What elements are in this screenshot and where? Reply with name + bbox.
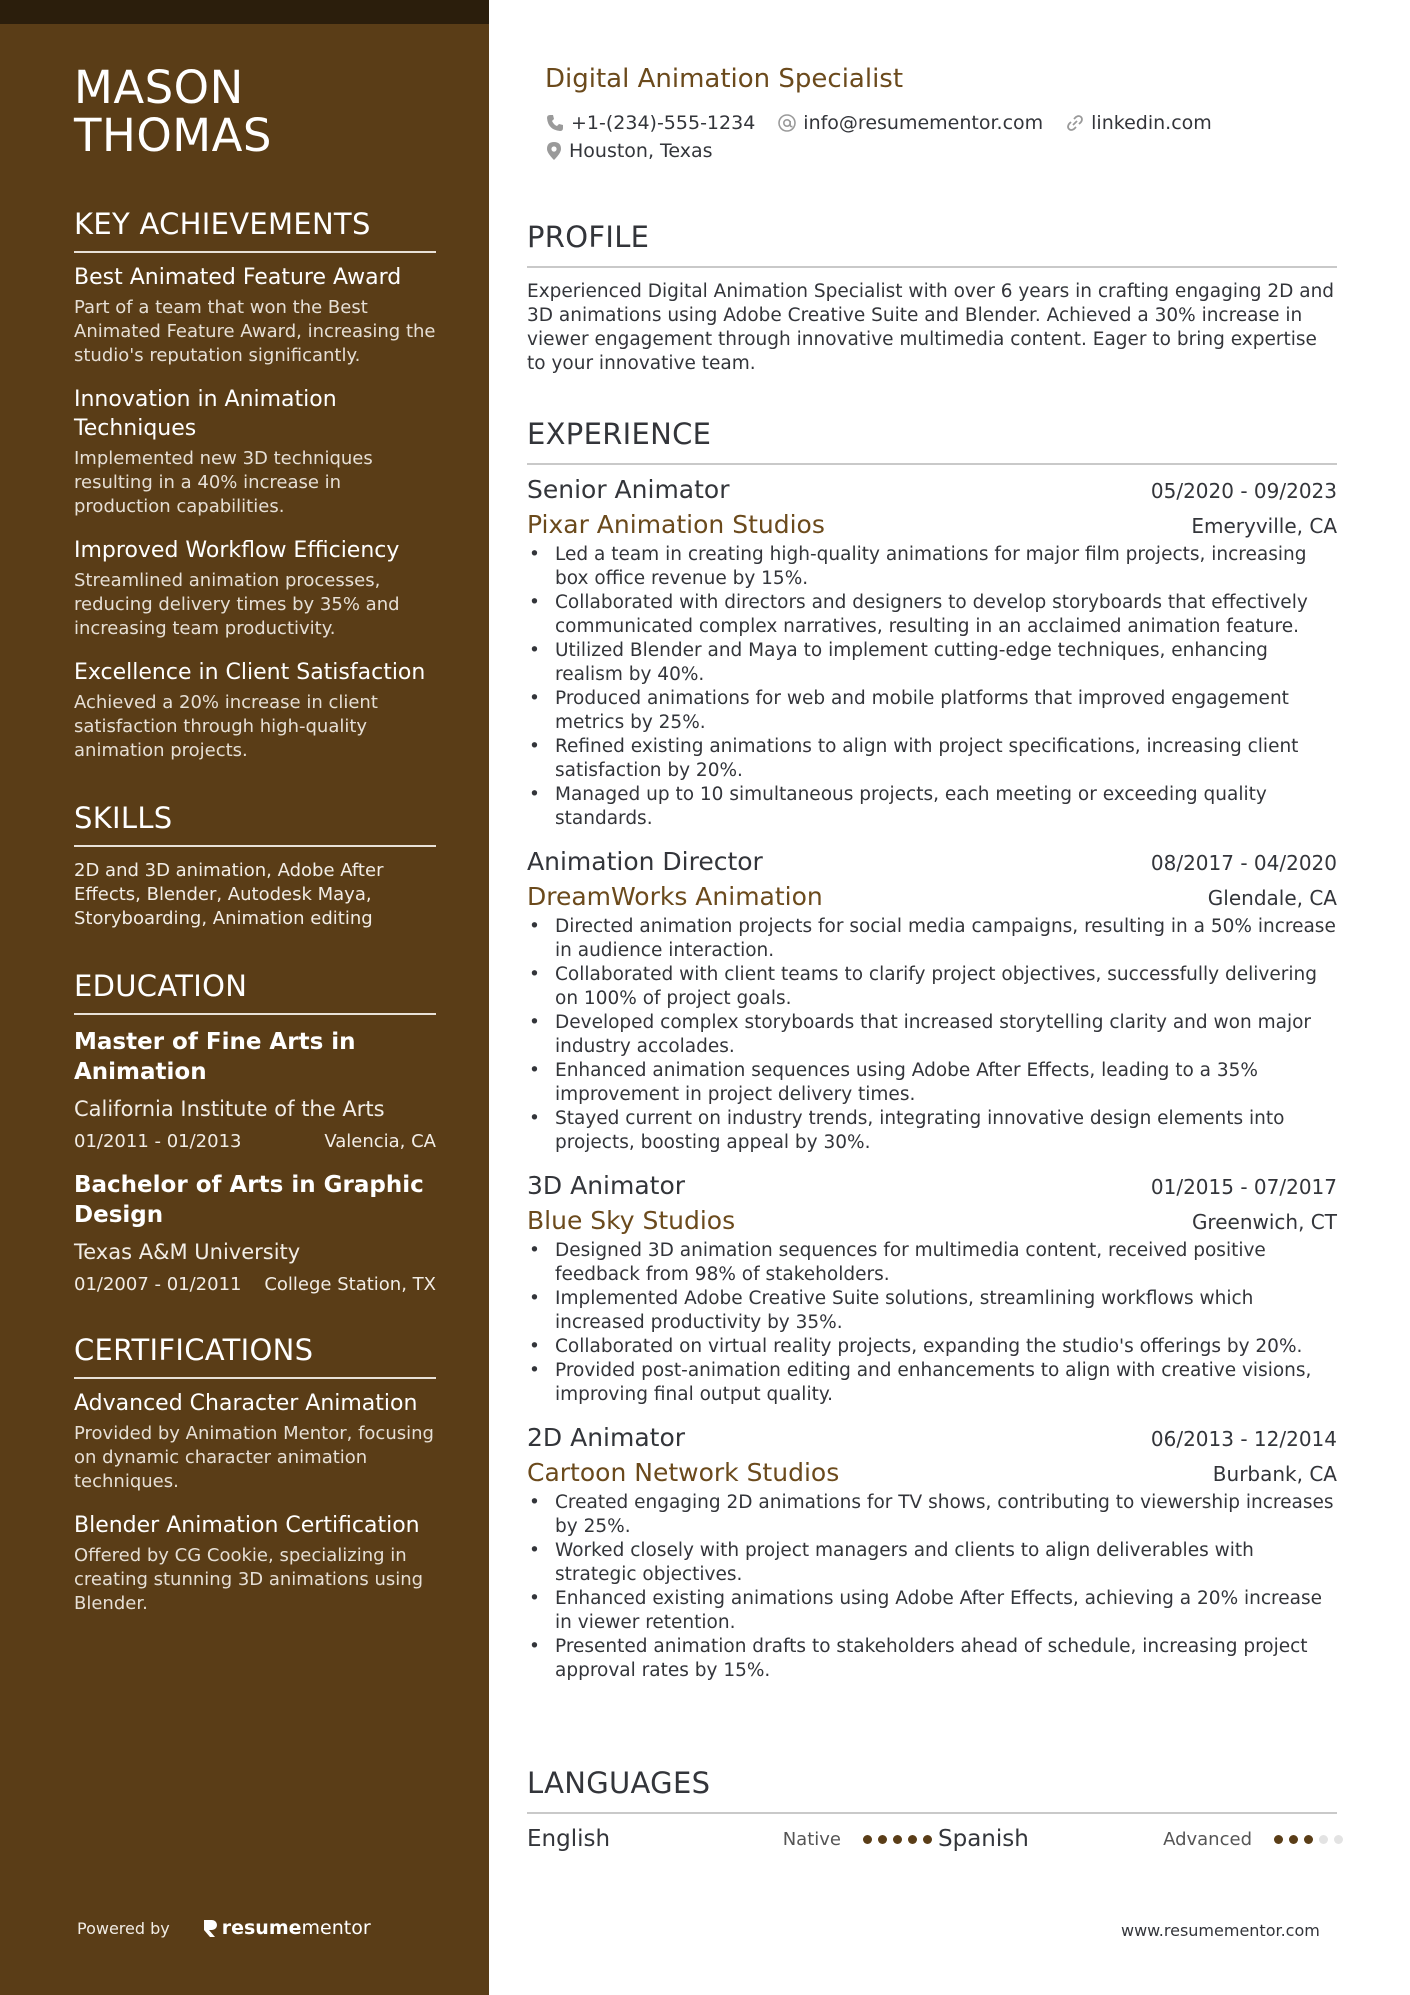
- achievement-item: [74, 385, 436, 519]
- bullet-item: • Designed 3D animation sequences for multimedia content, received positive feedback from 98% of stakeholders.: [527, 1239, 1337, 1287]
- experience-header: [527, 1423, 1337, 1452]
- achievement-title: Best Animated Feature Award: [74, 265, 402, 290]
- sidebar-content: [74, 61, 436, 1616]
- rating-dot-filled: [908, 1835, 917, 1844]
- experience-item: [527, 475, 1337, 831]
- resumementor-logo[interactable]: [202, 1917, 371, 1939]
- bullet-item: • Implemented Adobe Creative Suite solutions, streamlining workflows which increased productivity by 35%.: [527, 1287, 1337, 1335]
- education-location: College Station, TX: [264, 1274, 436, 1295]
- rating-dot-filled: [923, 1835, 932, 1844]
- achievements-section: [74, 207, 436, 763]
- achievement-item: [74, 263, 436, 368]
- language-name: Spanish: [938, 1826, 1029, 1852]
- certification-item: [74, 1389, 436, 1494]
- last-name: THOMAS: [74, 109, 272, 162]
- skills-list: 2D and 3D animation, Adobe After Effects, Blender, Autodesk Maya, Storyboarding, Animation editing: [74, 860, 384, 929]
- bullet-item: • Produced animations for web and mobile platforms that improved engagement metrics by 25%.: [527, 687, 1337, 735]
- location-text: Houston, Texas: [569, 140, 713, 162]
- language-level: Native: [782, 1828, 841, 1850]
- achievement-title: Improved Workflow Efficiency: [74, 538, 400, 563]
- profile-text: Experienced Digital Animation Specialist with over 6 years in crafting engaging 2D and 3D animations using Adobe Creative Suite and Blender. Achieved a 30% increase in viewer engagement through innovative multimedia content. Eager to bring expertise to your innovative team.: [527, 281, 1335, 374]
- bullet-item: • Enhanced animation sequences using Adobe After Effects, leading to a 35% improvement in project delivery times.: [527, 1059, 1337, 1107]
- achievement-desc: Streamlined animation processes, reducing delivery times by 35% and increasing team productivity.: [74, 570, 400, 639]
- achievement-desc: Achieved a 20% increase in client satisfaction through high-quality animation projects.: [74, 692, 378, 761]
- experience-company: Blue Sky Studios: [527, 1206, 736, 1235]
- phone-text: +1-(234)-555-1234: [571, 112, 756, 134]
- experience-heading: EXPERIENCE: [527, 417, 1337, 465]
- experience-role: Animation Director: [527, 847, 763, 876]
- powered-by-label: Powered by: [77, 1918, 170, 1938]
- bullet-item: • Led a team in creating high-quality animations for major film projects, increasing box office revenue by 15%.: [527, 543, 1337, 591]
- experience-bullets: [527, 915, 1337, 1155]
- education-location: Valencia, CA: [324, 1131, 436, 1152]
- experience-bullets: [527, 1239, 1337, 1407]
- degree: Bachelor of Arts in Graphic Design: [74, 1172, 424, 1228]
- bullet-item: • Created engaging 2D animations for TV shows, contributing to viewership increases by 25%.: [527, 1491, 1337, 1539]
- bullet-item: • Collaborated on virtual reality projects, expanding the studio's offerings by 20%.: [527, 1335, 1337, 1359]
- languages-section: [527, 1766, 1337, 1852]
- education-heading: EDUCATION: [74, 969, 436, 1015]
- bullet-item: • Collaborated with client teams to clarify project objectives, successfully delivering on 100% of project goals.: [527, 963, 1337, 1011]
- experience-bullets: [527, 543, 1337, 831]
- certification-desc: Offered by CG Cookie, specializing in creating stunning 3D animations using Blender.: [74, 1545, 424, 1614]
- education-item: [74, 1027, 436, 1152]
- skills-heading: SKILLS: [74, 801, 436, 847]
- rating-dot-filled: [893, 1835, 902, 1844]
- experience-dates: 01/2015 - 07/2017: [1150, 1175, 1337, 1199]
- sidebar-top-bar: [0, 0, 489, 24]
- experience-subheader: [527, 1206, 1337, 1235]
- profile-heading: PROFILE: [527, 220, 1337, 268]
- certification-item: [74, 1511, 436, 1616]
- education-meta: [74, 1274, 436, 1295]
- experience-bullets: [527, 1491, 1337, 1683]
- achievement-title: Excellence in Client Satisfaction: [74, 660, 426, 685]
- language-item: [527, 1826, 938, 1852]
- language-name: English: [527, 1826, 611, 1852]
- at-icon: [777, 113, 797, 133]
- contact-info: [545, 112, 1305, 162]
- experience-header: [527, 847, 1337, 876]
- education-dates: 01/2011 - 01/2013: [74, 1131, 242, 1152]
- candidate-name: [74, 61, 436, 162]
- profile-section: [527, 220, 1337, 376]
- link-icon: [1065, 113, 1085, 133]
- bullet-item: • Enhanced existing animations using Adobe After Effects, achieving a 20% increase in viewer retention.: [527, 1587, 1337, 1635]
- experience-role: 2D Animator: [527, 1423, 686, 1452]
- experience-company: DreamWorks Animation: [527, 882, 823, 911]
- certification-title: Blender Animation Certification: [74, 1513, 420, 1538]
- bullet-item: • Stayed current on industry trends, integrating innovative design elements into projects, boosting appeal by 30%.: [527, 1107, 1337, 1155]
- bullet-item: • Directed animation projects for social media campaigns, resulting in a 50% increase in audience interaction.: [527, 915, 1337, 963]
- experience-location: Glendale, CA: [1207, 886, 1337, 910]
- education-meta: [74, 1131, 436, 1152]
- rating-dot-filled: [1304, 1835, 1313, 1844]
- brand-bold: resume: [221, 1917, 302, 1939]
- languages-list: [527, 1826, 1337, 1852]
- rating-dot-filled: [1289, 1835, 1298, 1844]
- rating-dot-filled: [1274, 1835, 1283, 1844]
- education-dates: 01/2007 - 01/2011: [74, 1274, 242, 1295]
- bullet-item: • Provided post-animation editing and enhancements to align with creative visions, improving final output quality.: [527, 1359, 1337, 1407]
- experience-location: Greenwich, CT: [1191, 1210, 1337, 1234]
- achievement-title: Innovation in Animation Techniques: [74, 387, 337, 441]
- experience-company: Cartoon Network Studios: [527, 1458, 840, 1487]
- experience-subheader: [527, 882, 1337, 911]
- sidebar: [0, 0, 489, 1995]
- footer-url[interactable]: www.resumementor.com: [1121, 1921, 1320, 1940]
- experience-subheader: [527, 1458, 1337, 1487]
- school: California Institute of the Arts: [74, 1097, 385, 1121]
- language-rating: [1274, 1835, 1349, 1844]
- certifications-heading: CERTIFICATIONS: [74, 1333, 436, 1379]
- phone-icon: [545, 113, 565, 133]
- brand-light: mentor: [301, 1917, 371, 1939]
- powered-by: [77, 1917, 371, 1939]
- experience-item: [527, 847, 1337, 1155]
- email-text: info@resumementor.com: [803, 112, 1044, 134]
- experience-item: [527, 1171, 1337, 1407]
- education-item: [74, 1170, 436, 1295]
- experience-header: [527, 475, 1337, 504]
- certification-desc: Provided by Animation Mentor, focusing on dynamic character animation techniques.: [74, 1423, 434, 1492]
- rating-dot-empty: [1334, 1835, 1343, 1844]
- achievement-item: [74, 536, 436, 641]
- bullet-item: • Refined existing animations to align with project specifications, increasing client satisfaction by 20%.: [527, 735, 1337, 783]
- languages-heading: LANGUAGES: [527, 1766, 1337, 1814]
- bullet-item: • Presented animation drafts to stakeholders ahead of schedule, increasing project approval rates by 15%.: [527, 1635, 1337, 1683]
- job-title: Digital Animation Specialist: [545, 64, 904, 94]
- rating-dot-empty: [1319, 1835, 1328, 1844]
- contact-location: [545, 140, 713, 162]
- rating-dot-filled: [878, 1835, 887, 1844]
- contact-linkedin[interactable]: [1065, 112, 1212, 134]
- experience-role: Senior Animator: [527, 475, 730, 504]
- language-rating: [863, 1835, 938, 1844]
- experience-company: Pixar Animation Studios: [527, 510, 825, 539]
- experience-location: Burbank, CA: [1212, 1462, 1337, 1486]
- education-section: [74, 969, 436, 1295]
- school: Texas A&M University: [74, 1240, 301, 1264]
- experience-section: [527, 417, 1337, 1683]
- bullet-item: • Utilized Blender and Maya to implement cutting-edge techniques, enhancing realism by 40%.: [527, 639, 1337, 687]
- contact-email[interactable]: [777, 112, 1043, 134]
- experience-header: [527, 1171, 1337, 1200]
- bullet-item: • Developed complex storyboards that increased storytelling clarity and won major industry accolades.: [527, 1011, 1337, 1059]
- experience-dates: 08/2017 - 04/2020: [1150, 851, 1337, 875]
- degree: Master of Fine Arts in Animation: [74, 1029, 356, 1085]
- achievement-item: [74, 658, 436, 763]
- first-name: MASON: [74, 61, 244, 114]
- skills-section: [74, 801, 436, 931]
- contact-phone[interactable]: [545, 112, 755, 134]
- experience-location: Emeryville, CA: [1191, 514, 1337, 538]
- language-item: [938, 1826, 1349, 1852]
- achievement-desc: Implemented new 3D techniques resulting in a 40% increase in production capabilities.: [74, 448, 373, 517]
- achievements-heading: KEY ACHIEVEMENTS: [74, 207, 436, 253]
- achievement-desc: Part of a team that won the Best Animated Feature Award, increasing the studio's reputation significantly.: [74, 297, 436, 366]
- experience-dates: 05/2020 - 09/2023: [1150, 479, 1337, 503]
- bullet-item: • Worked closely with project managers and clients to align deliverables with strategic objectives.: [527, 1539, 1337, 1587]
- linkedin-text: linkedin.com: [1091, 112, 1212, 134]
- experience-item: [527, 1423, 1337, 1683]
- language-level: Advanced: [1163, 1828, 1252, 1850]
- certifications-section: [74, 1333, 436, 1616]
- rating-dot-filled: [863, 1835, 872, 1844]
- experience-dates: 06/2013 - 12/2014: [1150, 1427, 1337, 1451]
- location-pin-icon: [545, 141, 563, 161]
- resumementor-logo-icon: [202, 1918, 218, 1938]
- certification-title: Advanced Character Animation: [74, 1391, 418, 1416]
- bullet-item: • Collaborated with directors and designers to develop storyboards that effectively communicated complex narratives, resulting in an acclaimed animation feature.: [527, 591, 1337, 639]
- experience-role: 3D Animator: [527, 1171, 686, 1200]
- bullet-item: • Managed up to 10 simultaneous projects, each meeting or exceeding quality standards.: [527, 783, 1337, 831]
- experience-subheader: [527, 510, 1337, 539]
